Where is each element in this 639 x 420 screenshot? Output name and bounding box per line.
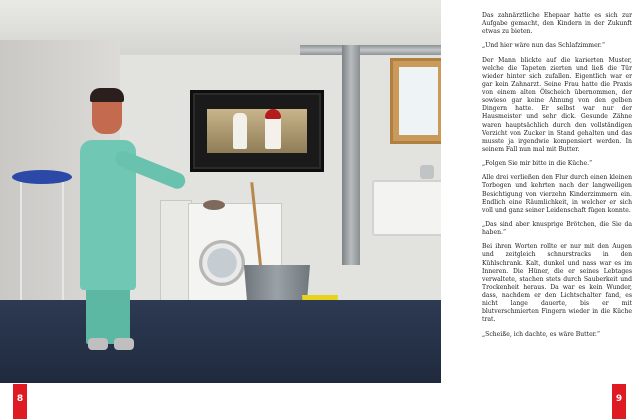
ceiling-pipe bbox=[300, 45, 441, 55]
floor bbox=[0, 300, 441, 383]
window bbox=[390, 58, 441, 144]
framed-picture bbox=[190, 90, 324, 172]
picture-figure-hair bbox=[265, 109, 281, 119]
story-text bbox=[482, 12, 632, 372]
man-in-scrubs bbox=[68, 88, 168, 360]
paragraph: Alle drei verließen den Flur durch einen kleinen Torbogen und kehrten nach der langweiligen Besichtigung von vierzehn Kinderzimmern ein. Endlich eine Räumlichkeit, in welcher er sich voll und ganz seiner Leidenschaft fügen konnte. bbox=[482, 174, 632, 214]
window-glass bbox=[399, 67, 438, 135]
drain-pipe bbox=[342, 45, 360, 265]
page-number-right: 9 bbox=[612, 384, 626, 419]
page-number-left: 8 bbox=[13, 384, 27, 419]
paragraph: Das zahnärztliche Ehepaar hatte es sich zur Aufgabe gemacht, den Kindern in der Zukunft etwas zu bieten. bbox=[482, 12, 632, 36]
scrubs-legs bbox=[86, 284, 130, 344]
water-tap bbox=[420, 165, 434, 179]
paragraph: „Scheiße, ich dachte, es wäre Butter.“ bbox=[482, 330, 600, 338]
rat bbox=[203, 200, 225, 210]
picture-figure-man bbox=[233, 113, 247, 149]
washer-door bbox=[199, 240, 245, 286]
paragraph: „Und hier wäre nun das Schlafzimmer.“ bbox=[482, 42, 605, 50]
shoe bbox=[88, 338, 108, 350]
hair bbox=[90, 88, 124, 102]
paragraph: Bei ihren Worten rollte er nur mit den Augen und zeitgleich schnurstracks in den Kühlschrank. Kalt, dunkel und nass war es im Inneren. Die Hüner, die er seines Lebtages verwaltete, stachen stets durch Sauberkeit und Trockenheit heraus. Da war es kein Wunder, dass, nachdem er den Lichtschalter fand, es nicht lange dauerte, bis er mit blutverschmierten Fingern wieder in die Küche trat. bbox=[482, 243, 632, 324]
paragraph: „Folgen Sie mir bitte in die Küche.“ bbox=[482, 160, 593, 168]
shoe bbox=[114, 338, 134, 350]
paragraph: Der Mann blickte auf die karierten Muster, welche die Tapeten zierten und ließ die Tür wieder hinter sich zufallen. Eigentlich war er gar kein Zahnarzt. Seine Frau hatte die Praxis von einem alten Ölscheich übernommen, der sowieso gar keine Ahnung von den gelben Dingern hatte. Er selbst war nur der Hausmeister und sehr dick. Gesunde Zähne waren hauptsächlich durch den vollständigen Verzicht von Zucker in Stand gehalten und das musste ja irgendwie kompensiert werden. In seinem Fall nun mal mit Butter. bbox=[482, 56, 632, 153]
paragraph: „Das sind aber knusprige Brötchen, die Sie da haben.“ bbox=[482, 221, 632, 237]
utility-sink bbox=[372, 180, 441, 236]
picture-inner bbox=[207, 109, 307, 153]
